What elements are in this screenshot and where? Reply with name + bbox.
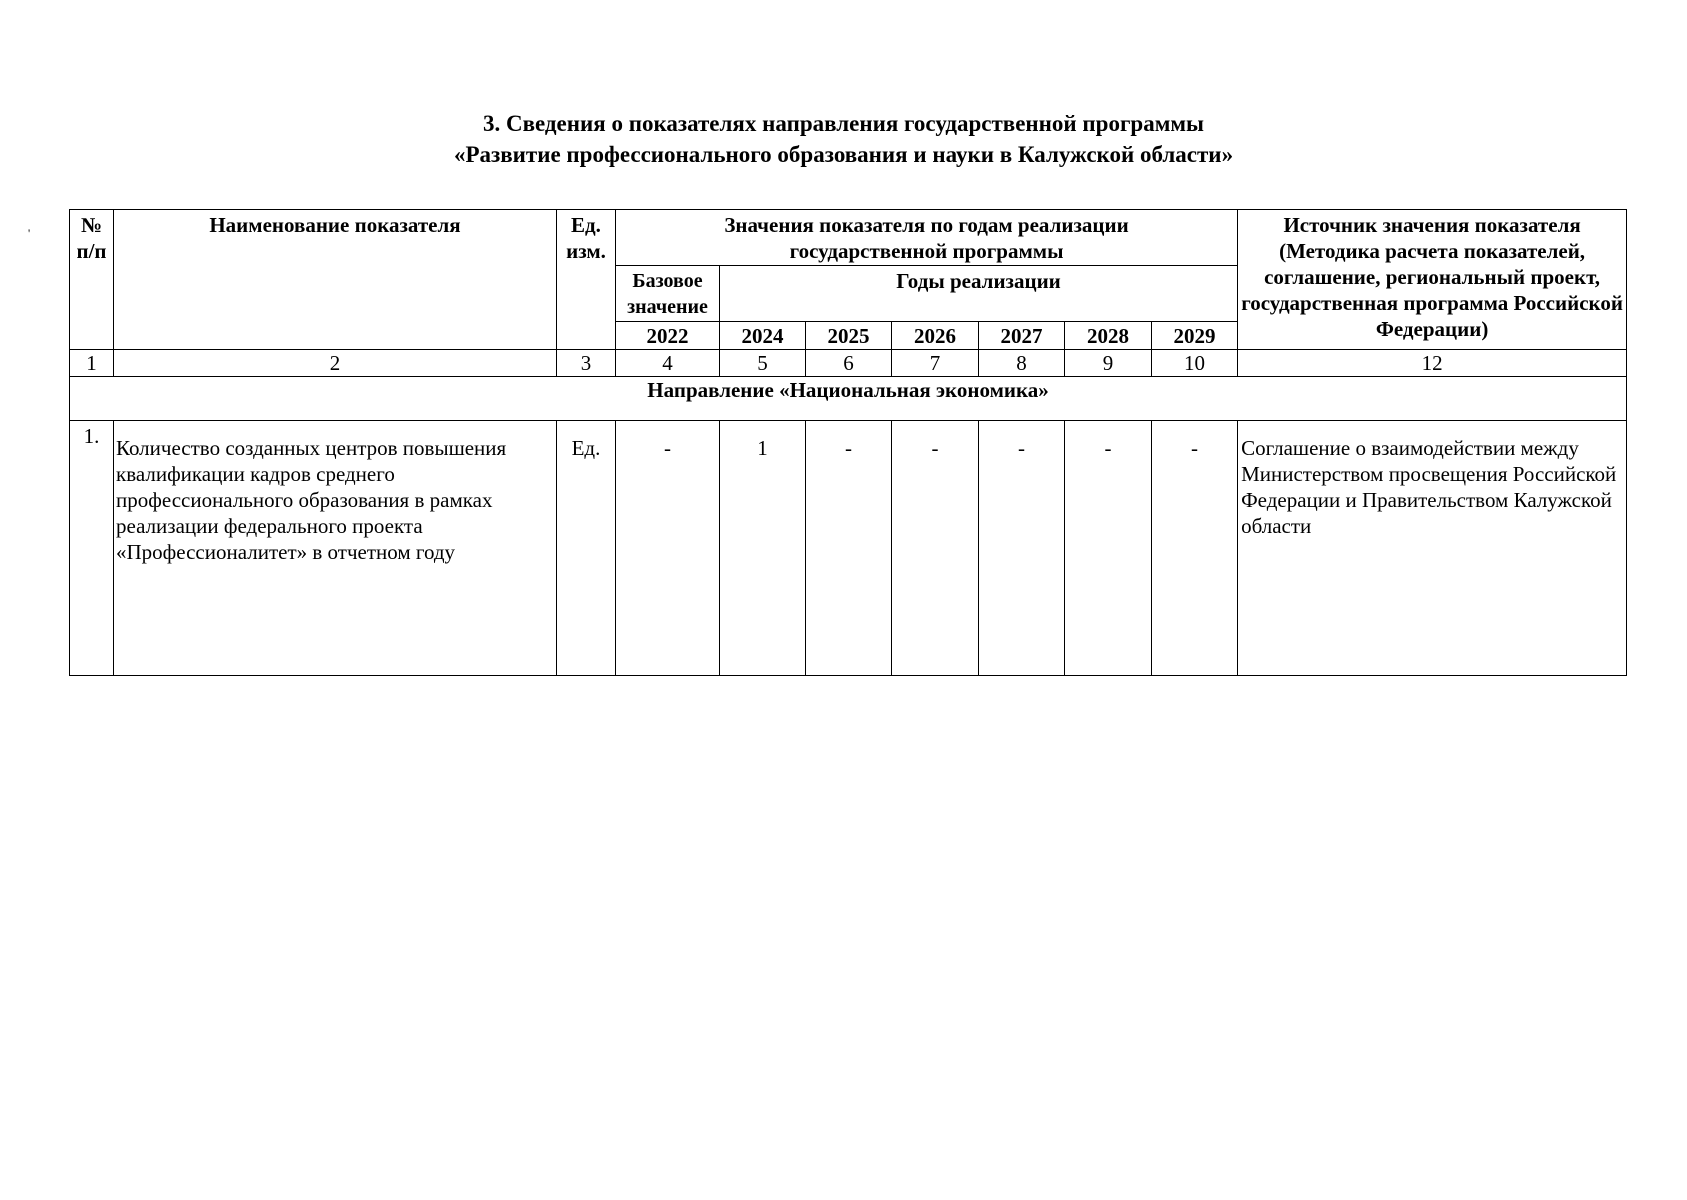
year-2027: 2027 — [979, 322, 1065, 350]
column-number: 8 — [979, 350, 1065, 377]
value-2029: - — [1152, 421, 1238, 676]
column-number: 1 — [70, 350, 114, 377]
column-number: 6 — [806, 350, 892, 377]
column-number: 9 — [1065, 350, 1152, 377]
column-number: 12 — [1238, 350, 1627, 377]
title-line-2: «Развитие профессионального образования и науки в Калужской области» — [453, 142, 1234, 167]
table-row — [70, 421, 1627, 676]
value-2022: - — [616, 421, 720, 676]
indicators-table — [69, 209, 1627, 676]
header-unit: Ед. изм. — [557, 210, 616, 350]
stray-mark: ' — [28, 226, 31, 240]
title-line-1: 3. Сведения о показателях направления государственной программы — [482, 111, 1205, 136]
value-2025: - — [806, 421, 892, 676]
value-2024: 1 — [720, 421, 806, 676]
year-2025: 2025 — [806, 322, 892, 350]
value-2027: - — [979, 421, 1065, 676]
year-2029: 2029 — [1152, 322, 1238, 350]
section-row — [70, 377, 1627, 421]
header-num: № п/п — [70, 210, 114, 350]
column-number: 10 — [1152, 350, 1238, 377]
year-2024: 2024 — [720, 322, 806, 350]
value-2028: - — [1065, 421, 1152, 676]
column-number: 2 — [114, 350, 557, 377]
header-source: Источник значения показателя (Методика расчета показателей, соглашение, региональный проект, государственная программа Российской Федерации) — [1238, 210, 1627, 350]
column-number: 4 — [616, 350, 720, 377]
year-2028: 2028 — [1065, 322, 1152, 350]
section-title: Направление «Национальная экономика» — [70, 377, 1627, 421]
row-number: 1. — [70, 421, 114, 676]
year-2026: 2026 — [892, 322, 979, 350]
column-number: 3 — [557, 350, 616, 377]
column-numbers-row — [70, 350, 1627, 377]
header-years-group: Годы реализации — [720, 266, 1238, 322]
indicator-unit: Ед. — [557, 421, 616, 676]
column-number: 5 — [720, 350, 806, 377]
value-2026: - — [892, 421, 979, 676]
indicator-source: Соглашение о взаимодействии между Министерством просвещения Российской Федерации и Правительством Калужской области — [1238, 421, 1627, 676]
year-2022: 2022 — [616, 322, 720, 350]
header-values-group: Значения показателя по годам реализации государственной программы — [616, 210, 1238, 266]
indicator-name: Количество созданных центров повышения квалификации кадров среднего профессионального образования в рамках реализации федерального проекта «Профессионалитет» в отчетном году — [114, 421, 557, 676]
column-number: 7 — [892, 350, 979, 377]
header-base-value: Базовое значение — [616, 266, 720, 322]
header-name: Наименование показателя — [114, 210, 557, 350]
document-title — [0, 108, 1687, 170]
